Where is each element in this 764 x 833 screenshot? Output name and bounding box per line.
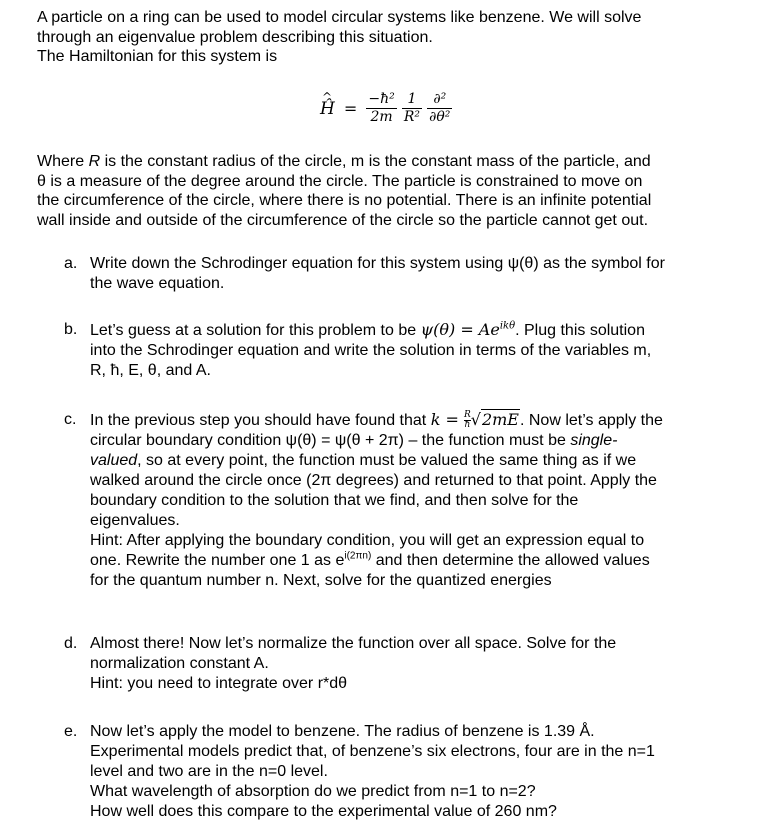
description-line: wall inside and outside of the circumference of the circle so the particle cannot get out. <box>37 211 649 229</box>
question-a: a. Write down the Schrodinger equation for this system using ψ(θ) as the symbol for the wave equation. <box>64 255 665 292</box>
intro-line: through an eigenvalue problem describing this situation. <box>37 28 433 46</box>
hamiltonian-symbol: ^ Ĥ <box>320 99 335 119</box>
description-line: the circumference of the circle, where there is no potential. There is an infinite potential <box>37 192 652 209</box>
list-marker: e. <box>64 723 78 740</box>
fraction-partial-derivative <box>427 91 452 126</box>
numerator: −ħ² <box>368 91 395 107</box>
list-marker: d. <box>64 635 78 652</box>
intro-line: A particle on a ring can be used to model circular systems like benzene. We will solve <box>37 9 642 26</box>
guess-equation: $\psi(\theta) = Ae^{ik\theta}$ <box>420 320 516 339</box>
k-equation: k = $\frac{R}{ħ}$ √2mE <box>430 410 519 430</box>
intro-line: The Hamiltonian for this system is <box>37 48 278 65</box>
question-d: d. Almost there! Now let’s normalize the function over all space. Solve for the normalization constant A. Hint: you need to integrate over r*dθ <box>64 635 617 692</box>
description-line: θ is a measure of the degree around the circle. The particle is constrained to move on <box>37 172 643 190</box>
list-marker: c. <box>64 411 77 428</box>
equals-sign: = <box>343 99 358 118</box>
numerator: 1 <box>407 91 417 107</box>
hamiltonian-equation <box>320 91 452 137</box>
denominator: ∂θ² <box>429 109 451 125</box>
fraction-hbar-over-2m <box>366 91 396 126</box>
numerator: ∂² <box>433 91 447 107</box>
description-paragraph <box>37 152 727 230</box>
fraction-1-over-r2 <box>402 91 422 126</box>
question-c: c. In the previous step you should have found that k = $\frac{R}{ħ}$ √2mE. Now let’s apply the circular boundary condition ψ(θ) = ψ(θ + 2π) – the function must be single- valued, so at every point, the function must be valued the same thing as if we walked around the circle once (2π degrees) and returned to that point. Apply the boundary condition to the solution that we find, and then solve for the eigenvalues. Hint: After applying the boundary condition, you will get an expression equal to one. Rewrite the number one 1 as $e^{i(2\pi n)}$ and then determine the allowed values for the quantum number n. Next, solve for the quantized energies <box>64 410 663 589</box>
intro-paragraph <box>37 8 727 67</box>
denominator: 2m <box>366 108 396 126</box>
denominator: R² <box>403 109 421 125</box>
question-e: e. Now let’s apply the model to benzene. The radius of benzene is 1.39 Å. Experimental models predict that, of benzene’s six electrons, four are in the n=1 level and two are in the n=0 level. What wavelength of absorption do we predict from n=1 to n=2? How well does this compare to the experimental value of 260 nm? <box>64 723 655 820</box>
list-marker: a. <box>64 255 78 272</box>
description-line: Where R is the constant radius of the circle, m is the constant mass of the particle, and <box>37 153 651 170</box>
list-marker: b. <box>64 321 78 338</box>
question-b: b. Let’s guess at a solution for this problem to be $\psi(\theta) = Ae^{ik\theta}$. Plug this solution into the Schrodinger equation and write the solution in terms of the variables m, R, ħ, E, θ, and A. <box>64 320 652 379</box>
